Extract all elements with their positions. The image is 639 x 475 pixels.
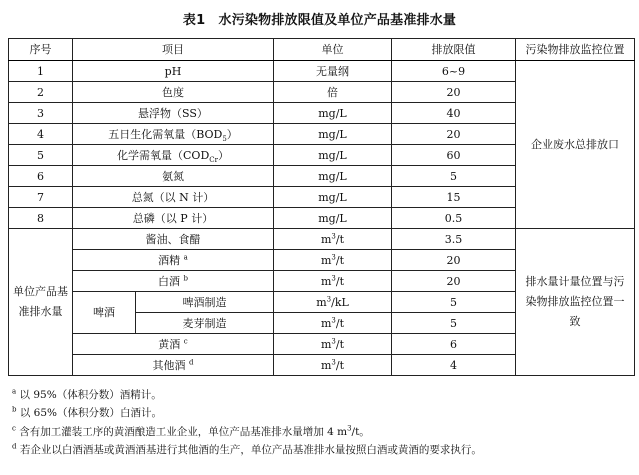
monitor-location-outfall: 企业废水总排放口: [516, 61, 635, 229]
row-no: 3: [9, 103, 73, 124]
table-row: [9, 61, 635, 82]
product-unit: $m^3/t$: [274, 334, 392, 355]
monitor-location-volume: 排水量计量位置与污染物排放监控位置一致: [516, 229, 635, 376]
row-unit: mg/L: [274, 187, 392, 208]
row-item: 色度: [73, 82, 274, 103]
footnote-mark: d: [189, 357, 194, 366]
row-unit: 无量纲: [274, 61, 392, 82]
row-item: 化学需氧量$(COD_{Cr})$: [73, 145, 274, 166]
beer-item: 麦芽制造: [136, 313, 274, 334]
row-unit: mg/L: [274, 145, 392, 166]
product-unit: $m^3/t$: [274, 271, 392, 292]
header-no: 序号: [9, 39, 73, 61]
product-item: 酱油、食醋: [73, 229, 274, 250]
footnote-mark: b: [183, 273, 188, 282]
product-item: 酒精 $^a$: [73, 250, 274, 271]
row-no: 2: [9, 82, 73, 103]
product-limit: 20: [392, 250, 516, 271]
beer-limit: 5: [392, 313, 516, 334]
row-limit: 6~9: [392, 61, 516, 82]
row-item: pH: [73, 61, 274, 82]
beer-unit: $m^3/t$: [274, 313, 392, 334]
beer-unit: $m^3/kL$: [274, 292, 392, 313]
header-item: 项目: [73, 39, 274, 61]
table-footnotes: [12, 386, 632, 459]
product-limit: 3.5: [392, 229, 516, 250]
table-header-row: [9, 39, 635, 61]
row-limit: 0.5: [392, 208, 516, 229]
group-label-benchmark-water: 单位产品基准排水量: [9, 229, 73, 376]
product-limit: 6: [392, 334, 516, 355]
table-row: [9, 229, 635, 250]
beer-label: 啤酒: [73, 292, 136, 334]
row-no: 6: [9, 166, 73, 187]
row-unit: mg/L: [274, 208, 392, 229]
footnote: $^d$ 若企业以白酒酒基或黄酒酒基进行其他酒的生产，单位产品基准排水量按照白酒或黄酒的要求执行。: [12, 442, 482, 456]
product-unit: $m^3/t$: [274, 229, 392, 250]
product-unit: $m^3/t$: [274, 250, 392, 271]
row-item: 总氮（以 N 计）: [73, 187, 274, 208]
beer-item: 啤酒制造: [136, 292, 274, 313]
product-item: 白酒 $^b$: [73, 271, 274, 292]
row-no: 5: [9, 145, 73, 166]
row-limit: 60: [392, 145, 516, 166]
product-item: 黄酒 $^c$: [73, 334, 274, 355]
product-limit: 20: [392, 271, 516, 292]
row-limit: 20: [392, 82, 516, 103]
row-unit: 倍: [274, 82, 392, 103]
footnote: $^b$ 以 65%（体积分数）白酒计。: [12, 405, 163, 420]
row-no: 1: [9, 61, 73, 82]
row-limit: 5: [392, 166, 516, 187]
footnote: $^c$ 含有加工灌装工序的黄酒酿造工业企业，单位产品基准排水量增加 4 $m^3/t$。: [12, 424, 370, 438]
row-item: 总磷（以 P 计）: [73, 208, 274, 229]
footnote: $^a$ 以 95%（体积分数）酒精计。: [12, 387, 162, 401]
row-limit: 40: [392, 103, 516, 124]
product-limit: 4: [392, 355, 516, 376]
beer-limit: 5: [392, 292, 516, 313]
row-item: 氨氮: [73, 166, 274, 187]
emission-limits-table: [8, 38, 635, 376]
row-item: 五日生化需氧量$(BOD_5)$: [73, 124, 274, 145]
row-no: 7: [9, 187, 73, 208]
row-unit: mg/L: [274, 124, 392, 145]
footnote-mark: a: [183, 252, 188, 261]
row-unit: mg/L: [274, 166, 392, 187]
row-limit: 15: [392, 187, 516, 208]
header-unit: 单位: [274, 39, 392, 61]
row-item: 悬浮物（SS）: [73, 103, 274, 124]
product-item: 其他酒 $^d$: [73, 355, 274, 376]
header-monitor: 污染物排放监控位置: [516, 39, 635, 61]
footnote-mark: c: [183, 336, 188, 345]
row-unit: mg/L: [274, 103, 392, 124]
row-no: 8: [9, 208, 73, 229]
header-limit: 排放限值: [392, 39, 516, 61]
row-limit: 20: [392, 124, 516, 145]
table-caption: 表1 水污染物排放限值及单位产品基准排水量: [182, 13, 457, 28]
row-no: 4: [9, 124, 73, 145]
product-unit: $m^3/t$: [274, 355, 392, 376]
